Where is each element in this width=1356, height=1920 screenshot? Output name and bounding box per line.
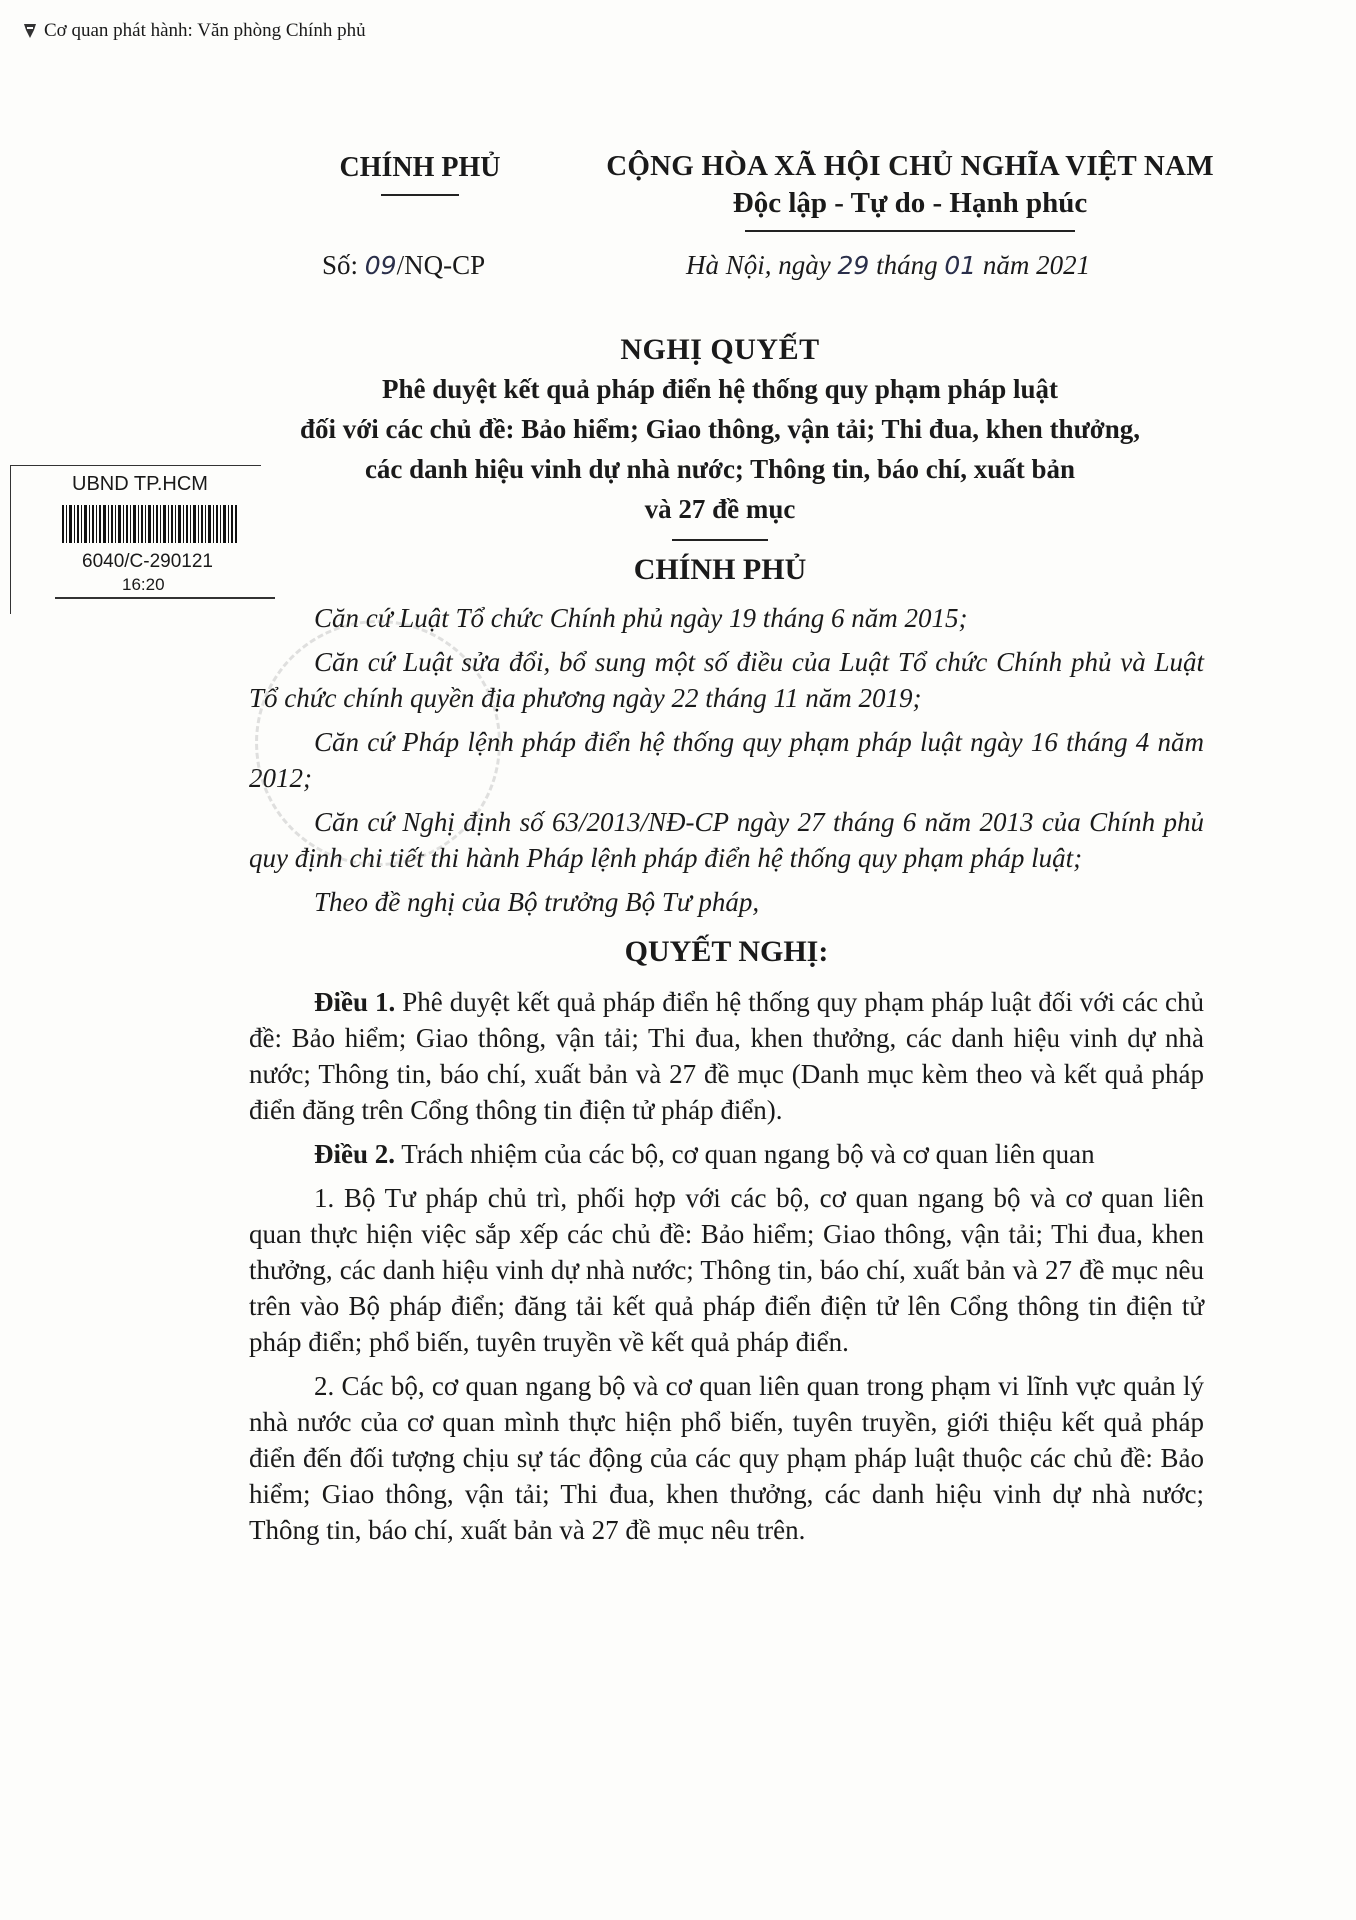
- emblem-icon: [22, 22, 38, 40]
- stamp-underline: [55, 597, 275, 599]
- date-part: Hà Nội, ngày: [686, 250, 838, 280]
- issuing-org: CHÍNH PHỦ: [339, 152, 501, 183]
- legal-basis: Căn cứ Luật sửa đổi, bổ sung một số điều của Luật Tổ chức Chính phủ và Luật Tổ chức chính quyền địa phương ngày 22 tháng 11 năm 2019;: [249, 647, 1204, 713]
- issuer-line: [22, 20, 366, 42]
- article-2: [249, 1136, 1204, 1172]
- article-2-label: Điều 2.: [314, 1139, 395, 1169]
- title-line: các danh hiệu vinh dự nhà nước; Thông tin, báo chí, xuất bản: [364, 454, 1076, 484]
- date-day-handwritten: 29: [837, 251, 870, 280]
- org-underline: [381, 194, 459, 196]
- receipt-stamp: [10, 465, 260, 615]
- number-suffix: /NQ-CP: [396, 250, 486, 280]
- article-2-item: 1. Bộ Tư pháp chủ trì, phối hợp với các bộ, cơ quan ngang bộ và cơ quan liên quan thực hiện việc sắp xếp các chủ đề: Bảo hiểm; Giao thông, vận tải; Thi đua, khen thưởng, các danh hiệu vinh dự nhà nước; Thông tin, báo chí, xuất bản và 27 đề mục nêu trên vào Bộ pháp điển; đăng tải kết quả pháp điển điện tử lên Cổng thông tin điện tử pháp điển; phổ biến, tuyên truyền về kết quả pháp điển.: [249, 1183, 1204, 1357]
- document-title: [230, 333, 1210, 541]
- date-part: năm 2021: [976, 250, 1091, 280]
- title-line: và 27 đề mục: [644, 494, 796, 524]
- stamp-code: 6040/C-290121: [82, 551, 213, 572]
- issuer-text: Cơ quan phát hành: Văn phòng Chính phủ: [44, 20, 366, 41]
- date-part: tháng: [869, 250, 945, 280]
- title-main: NGHỊ QUYẾT: [620, 333, 820, 366]
- issuing-org-block: [330, 152, 510, 196]
- number-prefix: Số:: [322, 250, 365, 280]
- national-header: [600, 150, 1220, 232]
- article-1-text: Phê duyệt kết quả pháp điển hệ thống quy phạm pháp luật đối với các chủ đề: Bảo hiểm; Giao thông, vận tải; Thi đua, khen thưởng, các danh hiệu vinh dự nhà nước; Thông tin, báo chí, xuất bản và 27 đề mục (Danh mục kèm theo và kết quả pháp điển đăng trên Cổng thông tin điện tử pháp điển).: [249, 987, 1204, 1125]
- enacting-body: CHÍNH PHỦ: [633, 553, 807, 586]
- title-line: đối với các chủ đề: Bảo hiểm; Giao thông, vận tải; Thi đua, khen thưởng,: [300, 414, 1140, 444]
- document-date: [686, 250, 1090, 281]
- document-body: [249, 600, 1204, 1556]
- article-2-text: Trách nhiệm của các bộ, cơ quan ngang bộ và cơ quan liên quan: [395, 1139, 1095, 1169]
- legal-basis: Căn cứ Nghị định số 63/2013/NĐ-CP ngày 27 tháng 6 năm 2013 của Chính phủ quy định chi tiết thi hành Pháp lệnh pháp điển hệ thống quy phạm pháp luật;: [249, 807, 1204, 873]
- national-motto: Độc lập - Tự do - Hạnh phúc: [732, 187, 1088, 219]
- stamp-time: 16:20: [122, 575, 165, 594]
- nation-name: CỘNG HÒA XÃ HỘI CHỦ NGHĨA VIỆT NAM: [606, 150, 1214, 182]
- title-underline: [672, 539, 768, 541]
- document-number: [322, 250, 485, 281]
- legal-basis: Căn cứ Luật Tổ chức Chính phủ ngày 19 tháng 6 năm 2015;: [314, 603, 968, 633]
- motto-underline: [745, 230, 1075, 232]
- article-2-item: 2. Các bộ, cơ quan ngang bộ và cơ quan liên quan trong phạm vi lĩnh vực quản lý nhà nước của cơ quan mình thực hiện phổ biến, tuyên truyền, giới thiệu kết quả pháp điển đến đối tượng chịu sự tác động của các quy phạm pháp luật thuộc các chủ đề: Bảo hiểm; Giao thông, vận tải; Thi đua, khen thưởng, các danh hiệu vinh dự nhà nước; Thông tin, báo chí, xuất bản và 27 đề mục nêu trên.: [249, 1371, 1204, 1545]
- stamp-receiver: UBND TP.HCM: [72, 473, 208, 495]
- title-line: Phê duyệt kết quả pháp điển hệ thống quy phạm pháp luật: [382, 374, 1058, 404]
- article-1-label: Điều 1.: [314, 987, 396, 1017]
- date-month-handwritten: 01: [944, 251, 977, 280]
- legal-basis: Căn cứ Pháp lệnh pháp điển hệ thống quy phạm pháp luật ngày 16 tháng 4 năm 2012;: [249, 727, 1204, 793]
- decide-heading: QUYẾT NGHỊ:: [624, 935, 829, 968]
- proposal-line: Theo đề nghị của Bộ trưởng Bộ Tư pháp,: [314, 887, 760, 917]
- number-handwritten: 09: [364, 251, 397, 280]
- barcode-icon: [62, 505, 237, 543]
- article-1: [249, 984, 1204, 1128]
